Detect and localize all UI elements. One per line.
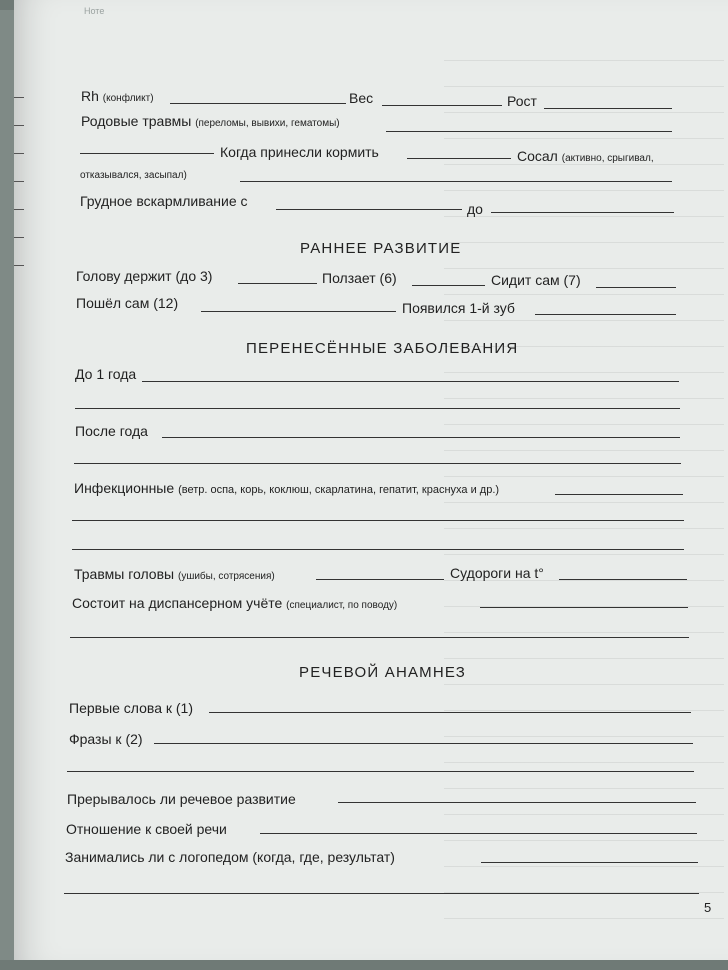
logopedist-line-2[interactable] bbox=[64, 893, 699, 894]
after-one-label: После года bbox=[75, 423, 148, 439]
crawls-label: Ползает (6) bbox=[322, 270, 397, 286]
sits-label: Сидит сам (7) bbox=[491, 272, 581, 288]
blank-line[interactable] bbox=[80, 153, 214, 154]
infectious-line-3[interactable] bbox=[72, 549, 684, 550]
sucked-note-2: отказывался, засыпал) bbox=[80, 170, 187, 181]
height-label: Рост bbox=[507, 93, 537, 109]
seizures-line[interactable] bbox=[559, 579, 687, 580]
logopedist-label: Занимались ли с логопедом (когда, где, результат) bbox=[65, 849, 395, 865]
attitude-line[interactable] bbox=[260, 833, 697, 834]
rh-note: (конфликт) bbox=[102, 93, 154, 104]
weight-label: Вес bbox=[349, 90, 374, 106]
head-trauma-note: (ушибы, сотрясения) bbox=[177, 571, 275, 582]
weight-line[interactable] bbox=[382, 105, 502, 106]
binder-mark bbox=[14, 153, 24, 154]
binder-mark bbox=[14, 181, 24, 182]
walks-label: Пошёл сам (12) bbox=[76, 295, 179, 311]
breastfeeding-label: Грудное вскармливание с bbox=[80, 193, 248, 209]
rh-line[interactable] bbox=[170, 103, 346, 104]
after-one-line[interactable] bbox=[162, 437, 680, 438]
interrupted-line[interactable] bbox=[338, 802, 696, 803]
dispensary-line-2[interactable] bbox=[70, 637, 689, 638]
first-words-line[interactable] bbox=[209, 712, 691, 713]
infectious-note: (ветр. оспа, корь, коклюш, скарлатина, гепатит, краснуха и др.) bbox=[178, 484, 500, 496]
binder-mark bbox=[14, 237, 24, 238]
fed-when-line[interactable] bbox=[407, 158, 511, 159]
seizures-label: Судороги на t° bbox=[450, 565, 544, 581]
birth-trauma-line[interactable] bbox=[386, 131, 672, 132]
before-one-line[interactable] bbox=[142, 381, 679, 382]
header-scrap: Ноте bbox=[84, 6, 105, 16]
head-trauma-label: Травмы головы (ушибы, сотрясения) bbox=[74, 566, 275, 582]
until-label: до bbox=[467, 201, 483, 217]
phrases-line[interactable] bbox=[154, 743, 693, 744]
bottom-edge bbox=[0, 960, 728, 970]
early-development-heading: РАННЕЕ РАЗВИТИЕ bbox=[300, 240, 462, 257]
infectious-line[interactable] bbox=[555, 494, 683, 495]
first-words-label: Первые слова к (1) bbox=[69, 700, 194, 716]
head-trauma-line[interactable] bbox=[316, 579, 444, 580]
head-hold-label: Голову держит (до 3) bbox=[76, 268, 213, 284]
dispensary-label: Состоит на диспансерном учёте (специалист, по поводу) bbox=[72, 595, 398, 611]
sucked-label: Сосал (активно, срыгивал, bbox=[517, 148, 654, 164]
before-one-label: До 1 года bbox=[75, 366, 137, 382]
rh-label: Rh (конфликт) bbox=[81, 88, 154, 104]
breastfeeding-until-line[interactable] bbox=[491, 212, 674, 213]
infectious-line-2[interactable] bbox=[72, 520, 684, 521]
binder-mark bbox=[14, 97, 24, 98]
phrases-line-2[interactable] bbox=[67, 771, 694, 772]
infectious-label: Инфекционные (ветр. оспа, корь, коклюш, скарлатина, гепатит, краснуха и др.) bbox=[74, 480, 500, 496]
sucked-note: (активно, срыгивал, bbox=[561, 153, 654, 164]
walks-line[interactable] bbox=[201, 311, 396, 312]
phrases-label: Фразы к (2) bbox=[69, 731, 143, 747]
binder-mark bbox=[14, 265, 24, 266]
before-one-line-2[interactable] bbox=[75, 408, 680, 409]
crawls-line[interactable] bbox=[412, 285, 485, 286]
after-one-line-2[interactable] bbox=[74, 463, 681, 464]
head-hold-line[interactable] bbox=[238, 283, 317, 284]
sits-line[interactable] bbox=[596, 287, 676, 288]
illnesses-heading: ПЕРЕНЕСЁННЫЕ ЗАБОЛЕВАНИЯ bbox=[246, 340, 519, 357]
first-tooth-label: Появился 1-й зуб bbox=[402, 300, 515, 316]
height-line[interactable] bbox=[544, 108, 672, 109]
birth-trauma-label: Родовые травмы (переломы, вывихи, гематомы) bbox=[81, 113, 340, 129]
first-tooth-line[interactable] bbox=[535, 314, 676, 315]
birth-trauma-note: (переломы, вывихи, гематомы) bbox=[195, 118, 340, 129]
binder-mark bbox=[14, 209, 24, 210]
speech-heading: РЕЧЕВОЙ АНАМНЕЗ bbox=[299, 664, 467, 681]
sucked-line[interactable] bbox=[240, 181, 672, 182]
breastfeeding-from-line[interactable] bbox=[276, 209, 462, 210]
dispensary-line[interactable] bbox=[480, 607, 688, 608]
logopedist-line[interactable] bbox=[481, 862, 698, 863]
dispensary-note: (специалист, по поводу) bbox=[286, 600, 398, 611]
page-number: 5 bbox=[704, 900, 712, 915]
attitude-label: Отношение к своей речи bbox=[66, 821, 227, 837]
form-page bbox=[14, 0, 728, 960]
binder-mark bbox=[14, 125, 24, 126]
interrupted-label: Прерывалось ли речевое развитие bbox=[67, 791, 296, 807]
fed-when-label: Когда принесли кормить bbox=[220, 144, 379, 160]
